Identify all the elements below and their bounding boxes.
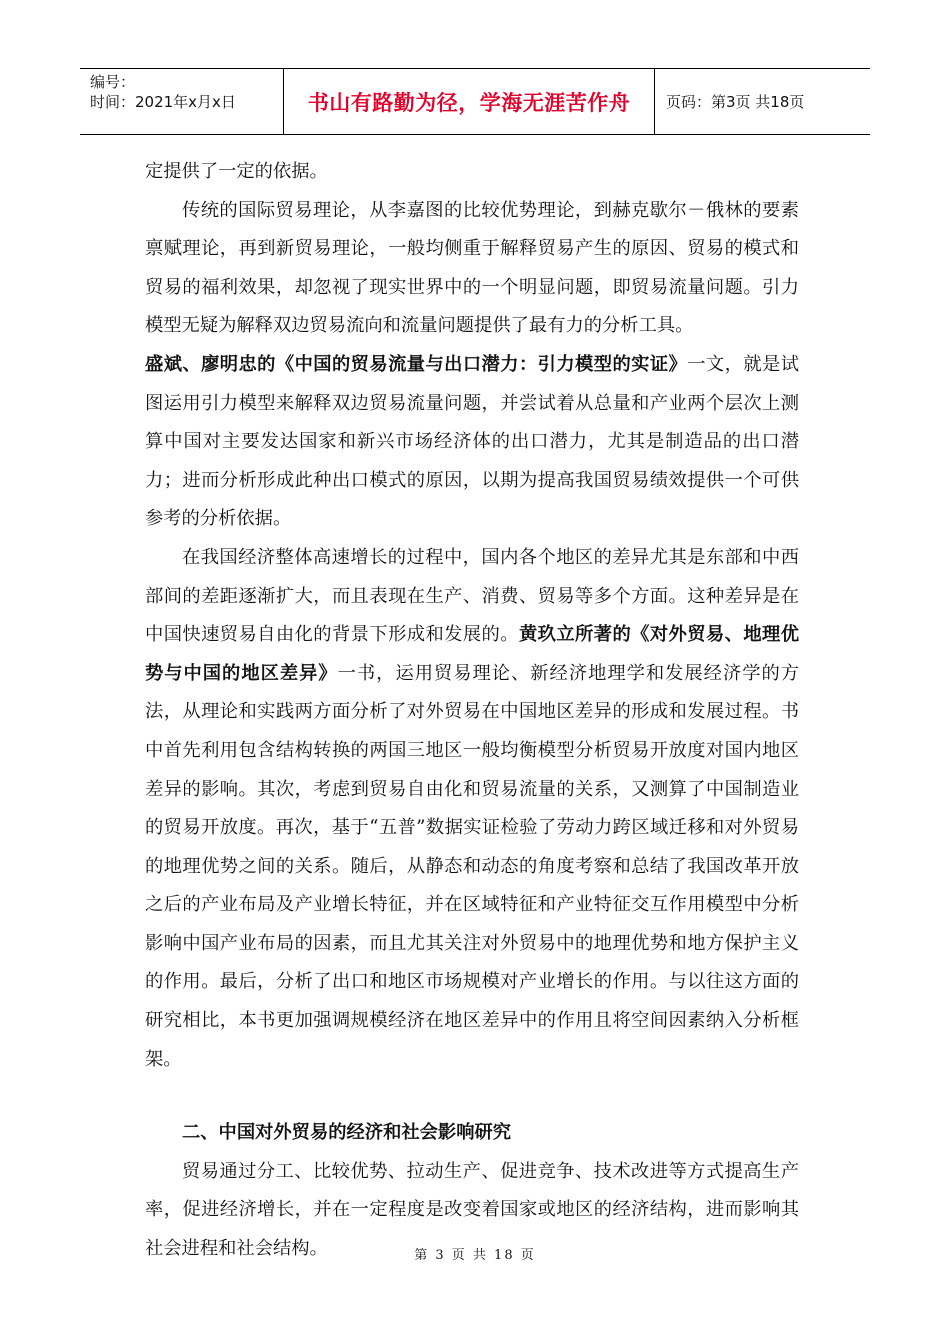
header-meta — [80, 69, 284, 134]
paragraph-continuation: 定提供了一定的依据。 — [145, 161, 328, 182]
paragraph-gravity-model — [145, 346, 799, 539]
header-page-info: 页码：第3页 共18页 — [666, 93, 805, 111]
page-footer: 第 3 页 共 18 页 — [414, 1248, 536, 1263]
paragraph-regional-disparity — [145, 539, 799, 1079]
header-motto: 书山有路勤为径，学海无涯苦作舟 — [284, 69, 655, 134]
paragraph-trade-effects: 贸易通过分工、比较优势、拉动生产、促进竞争、技术改进等方式提高生产率，促进经济增长，并在一定程度是改变着国家或地区的经济结构，进而影响其社会进程和社会结构。 — [145, 1160, 799, 1260]
paragraph-gravity-model-text: 一文，就是试图运用引力模型来解释双边贸易流量问题，并尝试着从总量和产业两个层次上测算中国对主要发达国家和新兴市场经济体的出口潜力，尤其是制造品的出口潜力；进而分析形成此种出口模式的原因，以期为提高我国贸易绩效提供一个可供参考的分析依据。 — [145, 353, 800, 530]
paragraph-trade-theory: 传统的国际贸易理论，从李嘉图的比较优势理论，到赫克歇尔－俄林的要素禀赋理论，再到新贸易理论，一般均侧重于解释贸易产生的原因、贸易的模式和贸易的福利效果，却忽视了现实世界中的一个明显问题，即贸易流量问题。引力模型无疑为解释双边贸易流向和流量问题提供了最有力的分析工具。 — [145, 199, 799, 337]
paragraph-regional-disparity-text: 一书，运用贸易理论、新经济地理学和发展经济学的方法，从理论和实践两方面分析了对外贸易在中国地区差异的形成和发展过程。书中首先利用包含结构转换的两国三地区一般均衡模型分析贸易开放度对国内地区差异的影响。其次，考虑到贸易自由化和贸易流量的关系，又测算了中国制造业的贸易开放度。再次，基于“五普”数据实证检验了劳动力跨区域迁移和对外贸易的地理优势之间的关系。随后，从静态和动态的角度考察和总结了我国改革开放之后的产业布局及产业增长特征，并在区域特征和产业特征交互作用模型中分析影响中国产业布局的因素，而且尤其关注对外贸易中的地理优势和地方保护主义的作用。最后，分析了出口和地区市场规模对产业增长的作用。与以往这方面的研究相比，本书更加强调规模经济在地区差异中的作用且将空间因素纳入分析框架。 — [145, 662, 800, 1070]
paragraph-regional-disparity-intro: 在我国经济整体高速增长的过程中，国内各个地区的差异尤其是东部和中西部间的差距逐渐扩大，而且表现在生产、消费、贸易等多个方面。这种差异是在中国快速贸易自由化的背景下形成和发展的。 — [145, 546, 799, 646]
citation-sheng-liao: 盛斌、廖明忠的《中国的贸易流量与出口潜力：引力模型的实证》 — [145, 353, 688, 375]
document-number-label: 编号： — [90, 73, 136, 91]
page-header — [80, 68, 870, 135]
citation-huang-jiuli: 黄玖立所著的《对外贸易、地理优势与中国的地区差异》 — [145, 624, 800, 684]
section-heading: 二、中国对外贸易的经济和社会影响研究 — [182, 1122, 512, 1144]
document-date: 时间：2021年x月x日 — [90, 93, 236, 111]
document-body — [145, 153, 799, 1269]
